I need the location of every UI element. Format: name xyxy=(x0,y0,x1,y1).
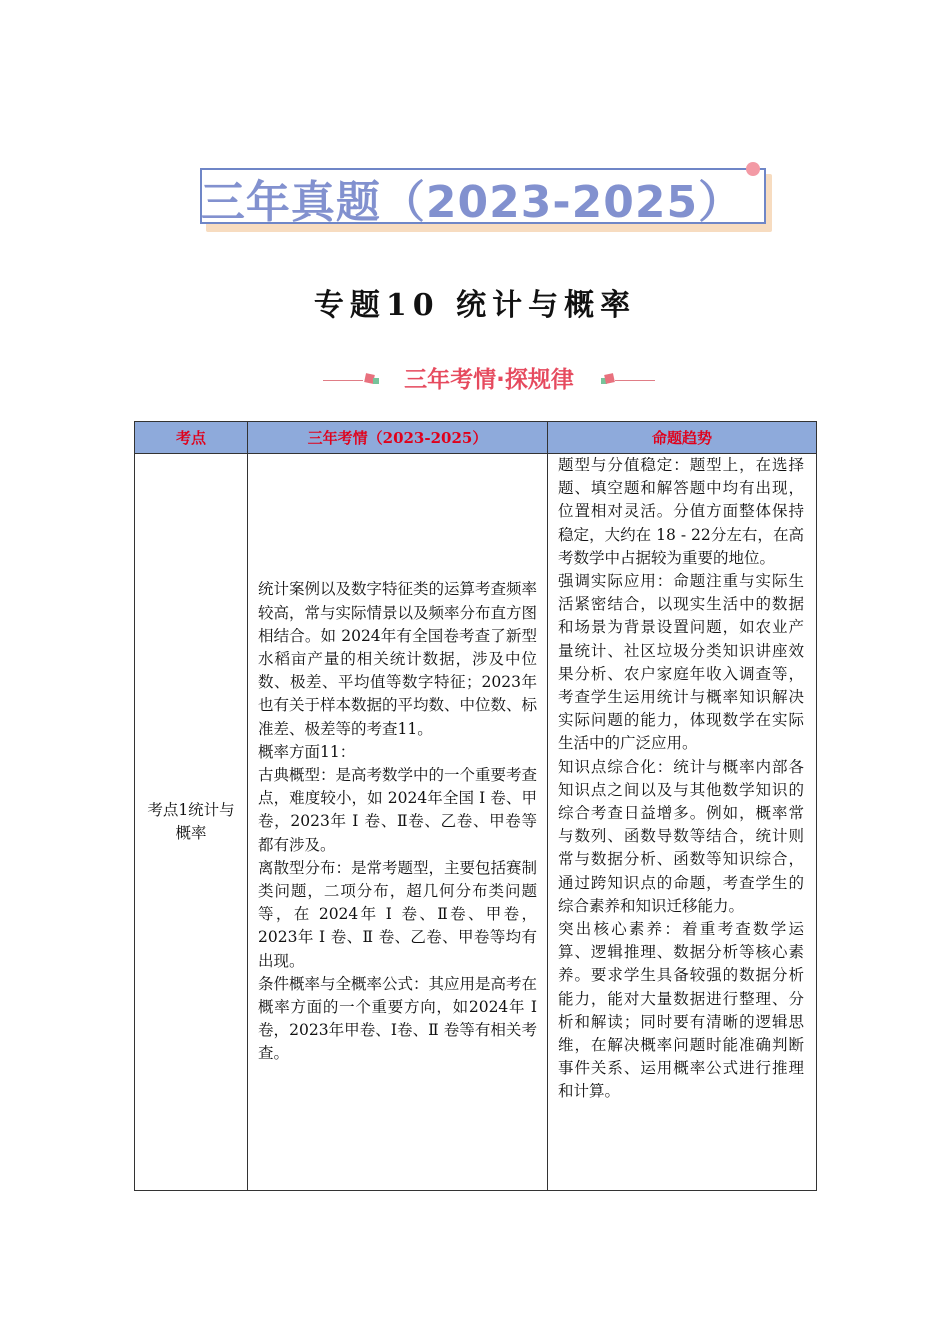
section-subtitle xyxy=(323,360,655,394)
banner-text: 三年真题（2023-2025） xyxy=(200,177,744,228)
trend-paragraph: 突出核心素养：着重考查数学运算、逻辑推理、数据分析等核心素养。要求学生具备较强的数据分析能力，能对大量数据进行整理、分析和解读；同时要有清晰的逻辑思维，在解决概率问题时能准确判断事件关系、运用概率公式进行推理和计算。 xyxy=(558,920,804,1101)
status-paragraph: 离散型分布：是常考题型，主要包括赛制类问题，二项分布，超几何分布类问题等，在 2024年 Ⅰ 卷、Ⅱ卷、甲卷，2023年 Ⅰ 卷、Ⅱ 卷、乙卷、甲卷等均有出现。 xyxy=(258,858,538,970)
header-trend: 命题趋势 xyxy=(548,422,817,454)
status-paragraph: 统计案例以及数字特征类的运算考查频率较高，常与实际情景以及频率分布直方图相结合。如 2024年有全国卷考查了新型水稻亩产量的相关统计数据，涉及中位数、极差、平均值等数字特征；2023年也有关于样本数据的平均数、中位数、标准差、极差等的考查11。 xyxy=(258,580,538,738)
header-topic: 考点 xyxy=(135,422,248,454)
topic-cell: 考点1统计与概率 xyxy=(135,454,248,1191)
banner xyxy=(200,166,772,232)
page-title: 专题10 统计与概率 xyxy=(313,288,637,323)
trend-paragraph: 强调实际应用：命题注重与实际生活紧密结合，以现实生活中的数据和场景为背景设置问题，如农业产量统计、社区垃圾分类知识讲座效果分析、农户家庭年收入调查等，考查学生运用统计与概率知识解决实际问题的能力，体现数学在实际生活中的广泛应用。 xyxy=(558,572,804,753)
status-cell xyxy=(248,454,548,1191)
subtitle-text: 三年考情·探规律 xyxy=(404,366,574,393)
exam-analysis-table xyxy=(134,421,817,1191)
table-row xyxy=(135,454,817,1191)
trend-cell xyxy=(548,454,817,1191)
subtitle-square-decoration xyxy=(604,373,615,384)
banner-dot-decoration xyxy=(746,162,760,176)
status-paragraph: 条件概率与全概率公式：其应用是高考在概率方面的一个重要方向，如2024年 Ⅰ 卷，2023年甲卷、Ⅰ卷、Ⅱ 卷等有相关考查。 xyxy=(258,974,538,1063)
subtitle-line-right xyxy=(615,380,655,381)
trend-paragraph: 题型与分值稳定：题型上，在选择题、填空题和解答题中均有出现，位置相对灵活。分值方面整体保持稳定，大约在 18 - 22分左右，在高考数学中占据较为重要的地位。 xyxy=(558,456,804,567)
trend-paragraph: 知识点综合化：统计与概率内部各知识点之间以及与其他数学知识的综合考查日益增多。例如，概率常与数列、函数导数等结合，统计则常与数据分析、函数等知识综合，通过跨知识点的命题，考查学生的综合素养和知识迁移能力。 xyxy=(558,757,804,915)
banner-box xyxy=(200,168,766,228)
subtitle-line-left xyxy=(323,380,363,381)
status-paragraph: 概率方面11： xyxy=(258,742,356,761)
subtitle-green-decoration xyxy=(373,378,379,384)
status-paragraph: 古典概型：是高考数学中的一个重要考查点，难度较小，如 2024年全国 Ⅰ 卷、甲卷，2023年 Ⅰ 卷、Ⅱ卷、乙卷、甲卷等都有涉及。 xyxy=(258,765,538,854)
header-status: 三年考情（2023-2025） xyxy=(248,422,548,454)
table-header-row xyxy=(135,422,817,454)
